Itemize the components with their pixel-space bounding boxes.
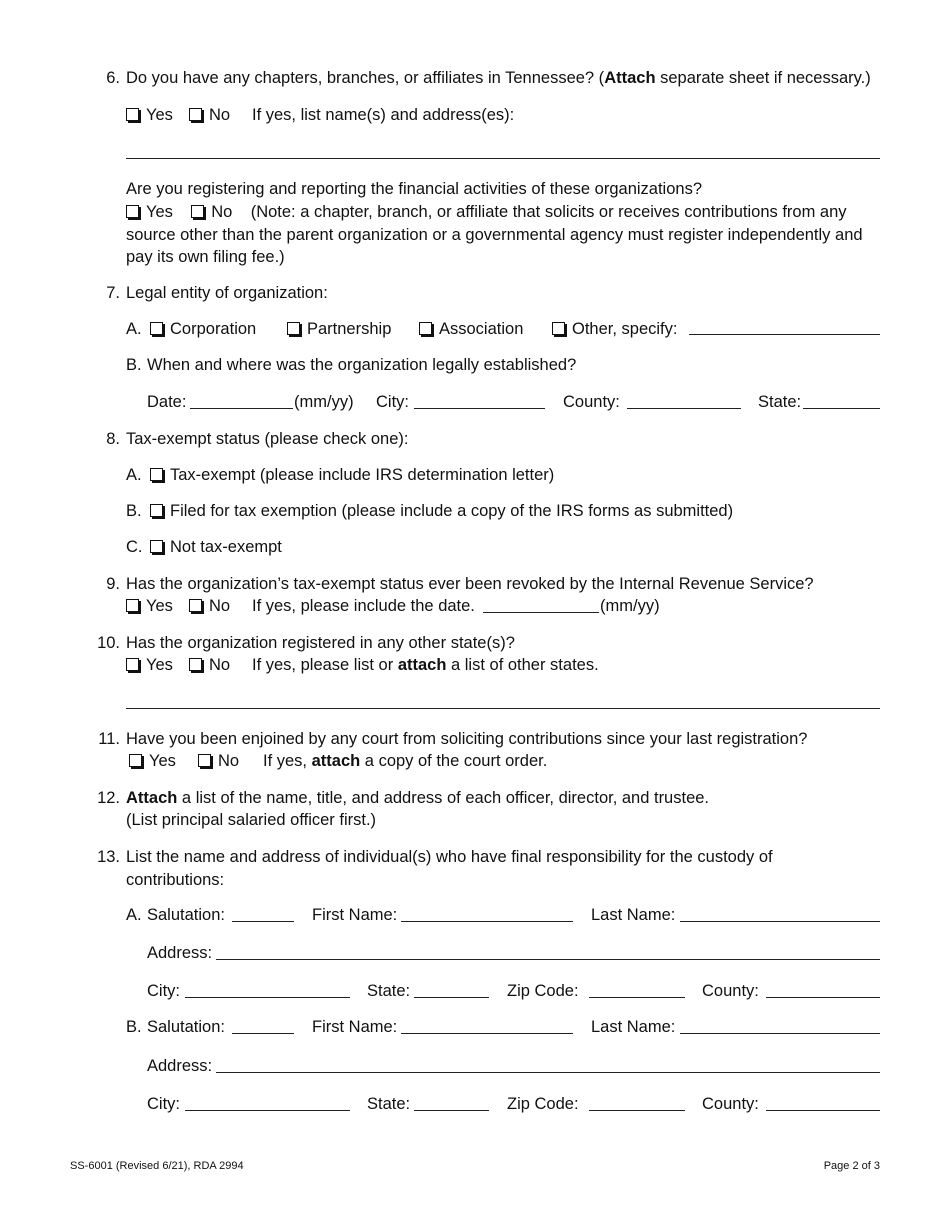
q13-b-zip-label: Zip Code: xyxy=(507,1095,579,1113)
q10-states-line[interactable] xyxy=(126,708,880,709)
q13-b-salutation-field[interactable] xyxy=(232,1033,294,1034)
q13-b-address-field[interactable] xyxy=(216,1072,880,1073)
q8-c-text: Not tax-exempt xyxy=(170,538,282,556)
q6-no-label: No xyxy=(209,106,231,124)
q6-no-option[interactable] xyxy=(189,105,230,125)
q13-a-zip-field[interactable] xyxy=(589,997,685,998)
q7-b-question: When and where was the organization legally established? xyxy=(147,356,577,374)
q10-yes-checkbox[interactable] xyxy=(126,658,139,671)
q6-question xyxy=(126,68,871,88)
q8-c-label: C. xyxy=(126,538,143,556)
q9-yes-label: Yes xyxy=(146,597,173,615)
q9-yes-option[interactable] xyxy=(126,596,173,616)
q8-b-option[interactable] xyxy=(150,501,733,521)
q8-a-option[interactable] xyxy=(150,465,554,485)
q6-sub-question: Are you registering and reporting the financial activities of these organizations? xyxy=(126,180,703,198)
q7-date-label: Date: xyxy=(147,393,187,411)
q9-no-checkbox[interactable] xyxy=(189,599,202,612)
q11-if-yes-text xyxy=(263,751,547,771)
q11-yes-checkbox[interactable] xyxy=(129,754,142,767)
q13-b-state-field[interactable] xyxy=(414,1110,489,1111)
q13-a-label: A. xyxy=(126,906,142,924)
q13-a-salutation-label: Salutation: xyxy=(147,906,225,924)
q9-if-yes-text: If yes, please include the date. xyxy=(252,597,475,615)
q7-partnership-label: Partnership xyxy=(307,320,392,338)
footer-form-id: SS-6001 (Revised 6/21), RDA 2994 xyxy=(70,1160,244,1172)
q8-c-option[interactable] xyxy=(150,537,282,557)
q13-a-county-label: County: xyxy=(702,982,759,1000)
q9-no-option[interactable] xyxy=(189,596,230,616)
q13-b-salutation-label: Salutation: xyxy=(147,1018,225,1036)
q7-b-label: B. xyxy=(126,356,142,374)
q7-county-label: County: xyxy=(563,393,620,411)
q11-if-yes-after: a copy of the court order. xyxy=(360,752,548,770)
q7-partnership-checkbox[interactable] xyxy=(287,322,300,335)
q13-a-address-field[interactable] xyxy=(216,959,880,960)
q13-b-county-label: County: xyxy=(702,1095,759,1113)
q13-a-county-field[interactable] xyxy=(766,997,880,998)
q13-b-zip-field[interactable] xyxy=(589,1110,685,1111)
q7-other-specify-field[interactable] xyxy=(689,334,880,335)
q13-b-first-name-label: First Name: xyxy=(312,1018,398,1036)
q13-b-label: B. xyxy=(126,1018,142,1036)
q9-date-format: (mm/yy) xyxy=(600,597,660,615)
q7-association-label: Association xyxy=(439,320,524,338)
q7-corporation-checkbox[interactable] xyxy=(150,322,163,335)
q11-no-checkbox[interactable] xyxy=(198,754,211,767)
q13-question: List the name and address of individual(s) who have final responsibility for the custody of contributions: xyxy=(126,848,773,889)
q13-b-first-name-field[interactable] xyxy=(401,1033,573,1034)
q6-note: (Note: a chapter, branch, or affiliate that solicits or receives contributions from any source other than the parent organization or a governmental agency must register independently and pay its own filing fee.) xyxy=(126,203,863,266)
q6-no-checkbox[interactable] xyxy=(189,108,202,121)
q10-no-checkbox[interactable] xyxy=(189,658,202,671)
q11-yes-label: Yes xyxy=(149,752,176,770)
q12-number: 12. xyxy=(97,789,120,807)
q7-other-label: Other, specify: xyxy=(572,320,678,338)
q13-a-last-name-field[interactable] xyxy=(680,921,880,922)
q7-corporation-label: Corporation xyxy=(170,320,257,338)
q13-b-city-field[interactable] xyxy=(185,1110,350,1111)
q6-sub-answer xyxy=(126,201,886,269)
q8-a-label: A. xyxy=(126,466,142,484)
q13-a-state-label: State: xyxy=(367,982,411,1000)
q13-a-first-name-field[interactable] xyxy=(401,921,573,922)
q7-partnership-option[interactable] xyxy=(287,319,391,339)
q7-date-format: (mm/yy) xyxy=(294,393,354,411)
q8-b-text: Filed for tax exemption (please include a copy of the IRS forms as submitted) xyxy=(170,502,734,520)
q6-number: 6. xyxy=(106,69,120,87)
q10-if-yes-text xyxy=(252,655,599,675)
q6b-no-label: No xyxy=(211,203,233,221)
q11-number: 11. xyxy=(98,730,120,748)
q6b-no-checkbox[interactable] xyxy=(191,205,204,218)
q10-no-option[interactable] xyxy=(189,655,230,675)
q10-number: 10. xyxy=(97,634,120,652)
q13-a-salutation-field[interactable] xyxy=(232,921,294,922)
footer-page-number: Page 2 of 3 xyxy=(823,1160,880,1172)
q8-a-text: Tax-exempt (please include IRS determination letter) xyxy=(170,466,555,484)
q13-number: 13. xyxy=(97,848,120,866)
q12-question xyxy=(126,788,709,808)
q6-attach: Attach xyxy=(604,69,656,87)
q6b-yes-label: Yes xyxy=(146,203,173,221)
q10-question: Has the organization registered in any other state(s)? xyxy=(126,634,515,652)
q13-a-city-field[interactable] xyxy=(185,997,350,998)
q11-if-yes-before: If yes, xyxy=(263,752,312,770)
q13-a-city-label: City: xyxy=(147,982,180,1000)
q6-yes-checkbox[interactable] xyxy=(126,108,139,121)
q7-question: Legal entity of organization: xyxy=(126,284,328,302)
q13-b-last-name-label: Last Name: xyxy=(591,1018,676,1036)
q7-association-option[interactable] xyxy=(419,319,523,339)
q6b-yes-checkbox[interactable] xyxy=(126,205,139,218)
q7-city-label: City: xyxy=(376,393,409,411)
q12-attach: Attach xyxy=(126,789,178,807)
q10-yes-label: Yes xyxy=(146,656,173,674)
q7-number: 7. xyxy=(106,284,120,302)
q9-yes-checkbox[interactable] xyxy=(126,599,139,612)
q9-date-field[interactable] xyxy=(483,612,599,613)
q13-a-zip-label: Zip Code: xyxy=(507,982,579,1000)
q11-no-option[interactable] xyxy=(198,751,239,771)
q7-corporation-option[interactable] xyxy=(150,319,256,339)
q7-other-checkbox[interactable] xyxy=(552,322,565,335)
q13-a-first-name-label: First Name: xyxy=(312,906,398,924)
q13-a-address-label: Address: xyxy=(147,944,213,962)
q8-b-label: B. xyxy=(126,502,142,520)
q13-b-last-name-field[interactable] xyxy=(680,1033,880,1034)
q8-number: 8. xyxy=(106,430,120,448)
q10-if-yes-before: If yes, please list or xyxy=(252,656,398,674)
q7-a-label: A. xyxy=(126,320,142,338)
q11-no-label: No xyxy=(218,752,240,770)
q13-b-county-field[interactable] xyxy=(766,1110,880,1111)
q10-attach: attach xyxy=(397,656,447,674)
q6-text-after: separate sheet if necessary.) xyxy=(655,69,871,87)
q9-question: Has the organization’s tax-exempt status ever been revoked by the Internal Revenue Service? xyxy=(126,575,814,593)
q12-note: (List principal salaried officer first.) xyxy=(126,811,377,829)
q13-a-state-field[interactable] xyxy=(414,997,489,998)
q9-number: 9. xyxy=(106,575,120,593)
q12-text: a list of the name, title, and address of each officer, director, and trustee. xyxy=(177,789,710,807)
q6-if-yes-text: If yes, list name(s) and address(es): xyxy=(252,106,515,124)
q10-if-yes-after: a list of other states. xyxy=(446,656,599,674)
q6-text: Do you have any chapters, branches, or affiliates in Tennessee? ( xyxy=(126,69,605,87)
q13-a-last-name-label: Last Name: xyxy=(591,906,676,924)
q7-state-label: State: xyxy=(758,393,802,411)
q13-b-city-label: City: xyxy=(147,1095,180,1113)
q11-attach: attach xyxy=(311,752,361,770)
q13-b-address-label: Address: xyxy=(147,1057,213,1075)
q13-b-state-label: State: xyxy=(367,1095,411,1113)
q7-association-checkbox[interactable] xyxy=(419,322,432,335)
q7-date-field[interactable] xyxy=(190,408,293,409)
q9-no-label: No xyxy=(209,597,231,615)
q11-yes-option[interactable] xyxy=(129,751,176,771)
q7-state-field[interactable] xyxy=(803,408,880,409)
q10-yes-option[interactable] xyxy=(126,655,173,675)
q7-city-field[interactable] xyxy=(414,408,545,409)
q8-b-checkbox[interactable] xyxy=(150,504,163,517)
q8-c-checkbox[interactable] xyxy=(150,540,163,553)
q8-a-checkbox[interactable] xyxy=(150,468,163,481)
q7-county-field[interactable] xyxy=(627,408,741,409)
q6-yes-label: Yes xyxy=(146,106,173,124)
q6-yes-option[interactable] xyxy=(126,105,173,125)
q8-question: Tax-exempt status (please check one): xyxy=(126,430,409,448)
q6-names-line[interactable] xyxy=(126,158,880,159)
q7-other-option[interactable] xyxy=(552,319,677,339)
q11-question: Have you been enjoined by any court from soliciting contributions since your last registration? xyxy=(126,730,808,748)
q10-no-label: No xyxy=(209,656,231,674)
